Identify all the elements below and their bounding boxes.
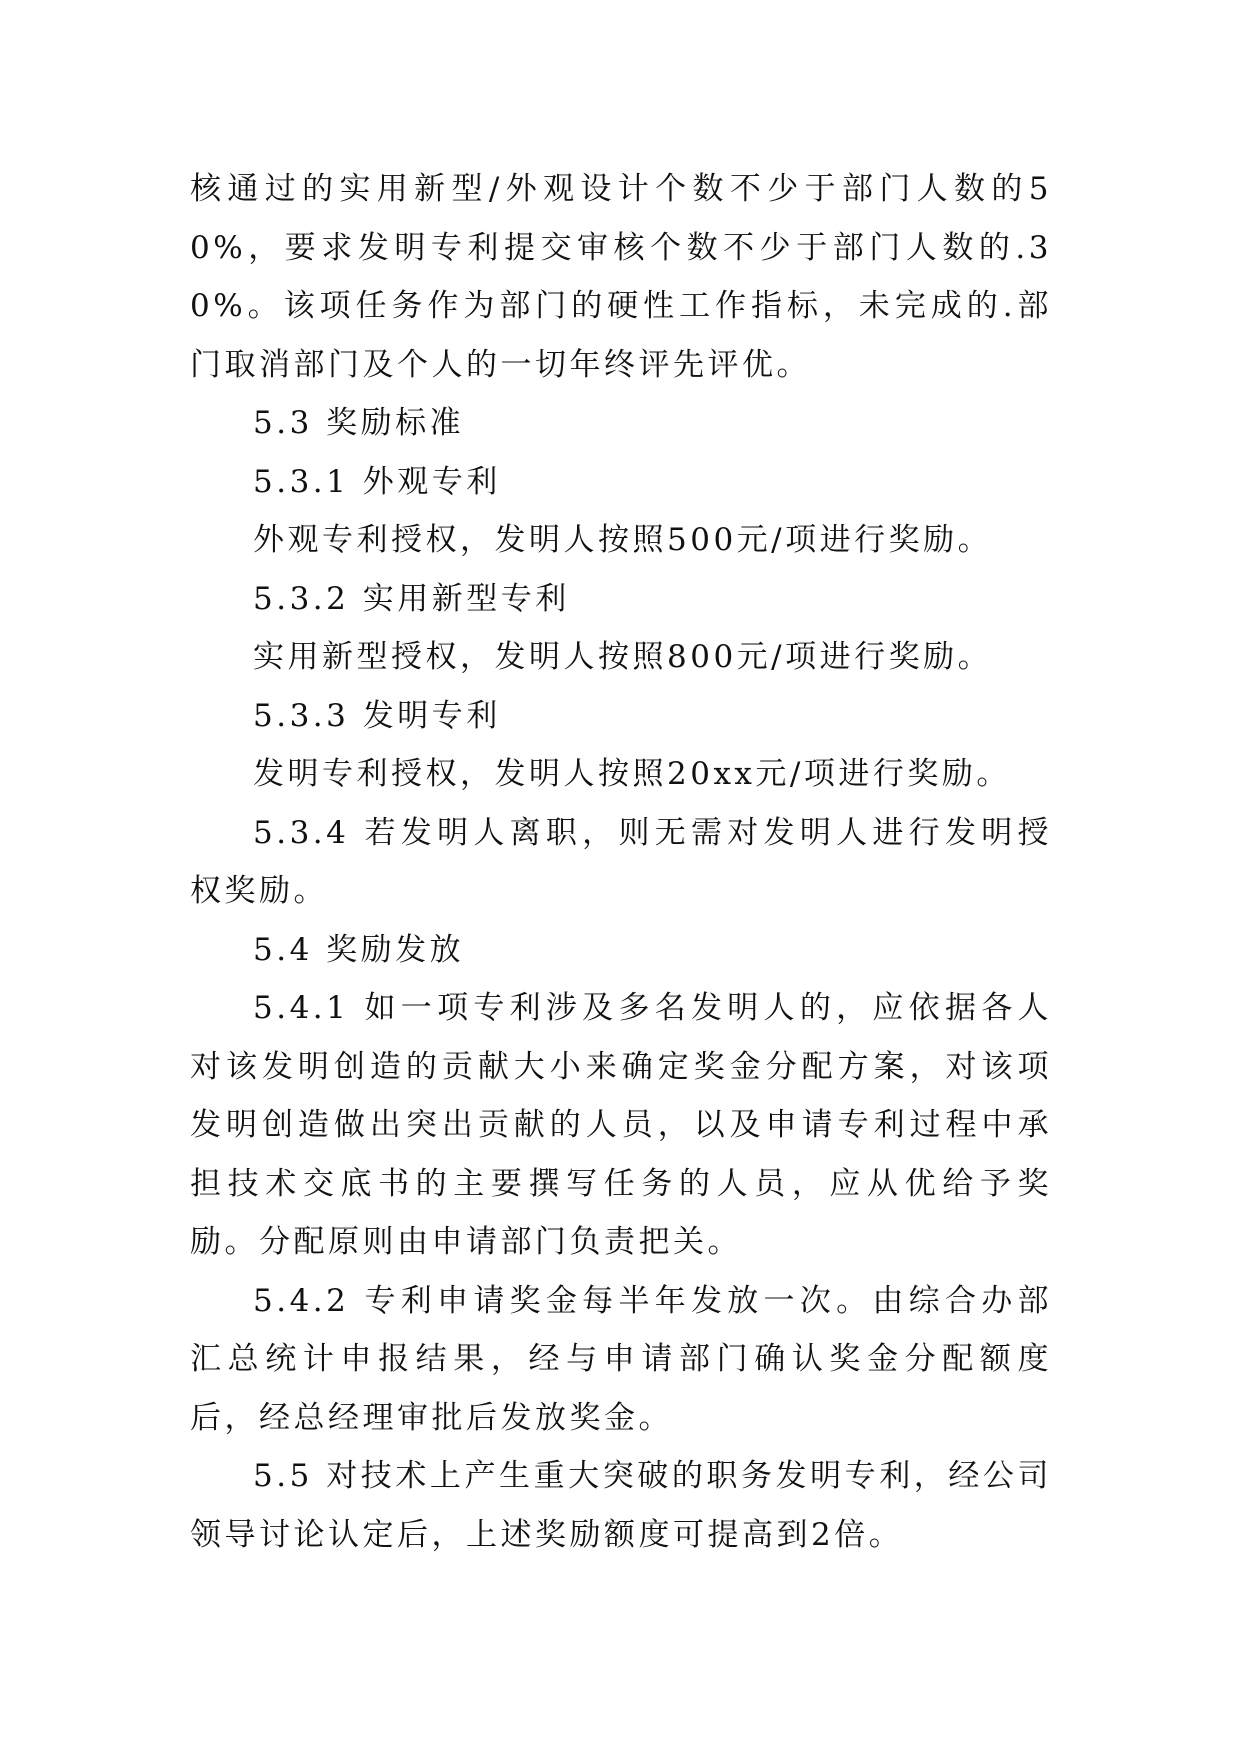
paragraph-design-patent-reward: 外观专利授权，发明人按照500元/项进行奖励。 — [253, 522, 993, 558]
paragraph-5-4-1: 5.4.1 如一项专利涉及多名发明人的，应依据各人对该发明创造的贡献大小来确定奖金分配方案，对该项发明创造做出突出贡献的人员，以及申请专利过程中承担技术交底书的主要撰写任务的人员，应从优给予奖励。分配原则由申请部门负责把关。 — [190, 990, 1052, 1260]
paragraph-5-5: 5.5 对技术上产生重大突破的职务发明专利，经公司领导讨论认定后，上述奖励额度可提高到2倍。 — [190, 1458, 1052, 1553]
document-body — [190, 160, 1052, 1564]
section-heading-5-3: 5.3 奖励标准 — [253, 405, 465, 441]
subsection-heading-5-3-1: 5.3.1 外观专利 — [253, 463, 501, 500]
subsection-heading-5-3-3: 5.3.3 发明专利 — [253, 697, 501, 734]
paragraph-5-3-4: 5.3.4 若发明人离职，则无需对发明人进行发明授权奖励。 — [190, 814, 1052, 909]
paragraph-utility-model-reward: 实用新型授权，发明人按照800元/项进行奖励。 — [253, 639, 993, 675]
subsection-heading-5-3-2: 5.3.2 实用新型专利 — [253, 580, 570, 617]
paragraph-invention-patent-reward: 发明专利授权，发明人按照20xx元/项进行奖励。 — [253, 756, 1011, 792]
paragraph-5-4-2: 5.4.2 专利申请奖金每半年发放一次。由综合办部汇总统计申报结果，经与申请部门确认奖金分配额度后，经总经理审批后发放奖金。 — [190, 1282, 1052, 1436]
section-heading-5-4: 5.4 奖励发放 — [253, 931, 465, 968]
paragraph-continuation: 核通过的实用新型/外观设计个数不少于部门人数的50%，要求发明专利提交审核个数不少于部门人数的.30%。该项任务作为部门的硬性工作指标，未完成的.部门取消部门及个人的一切年终评先评优。 — [190, 171, 1052, 383]
